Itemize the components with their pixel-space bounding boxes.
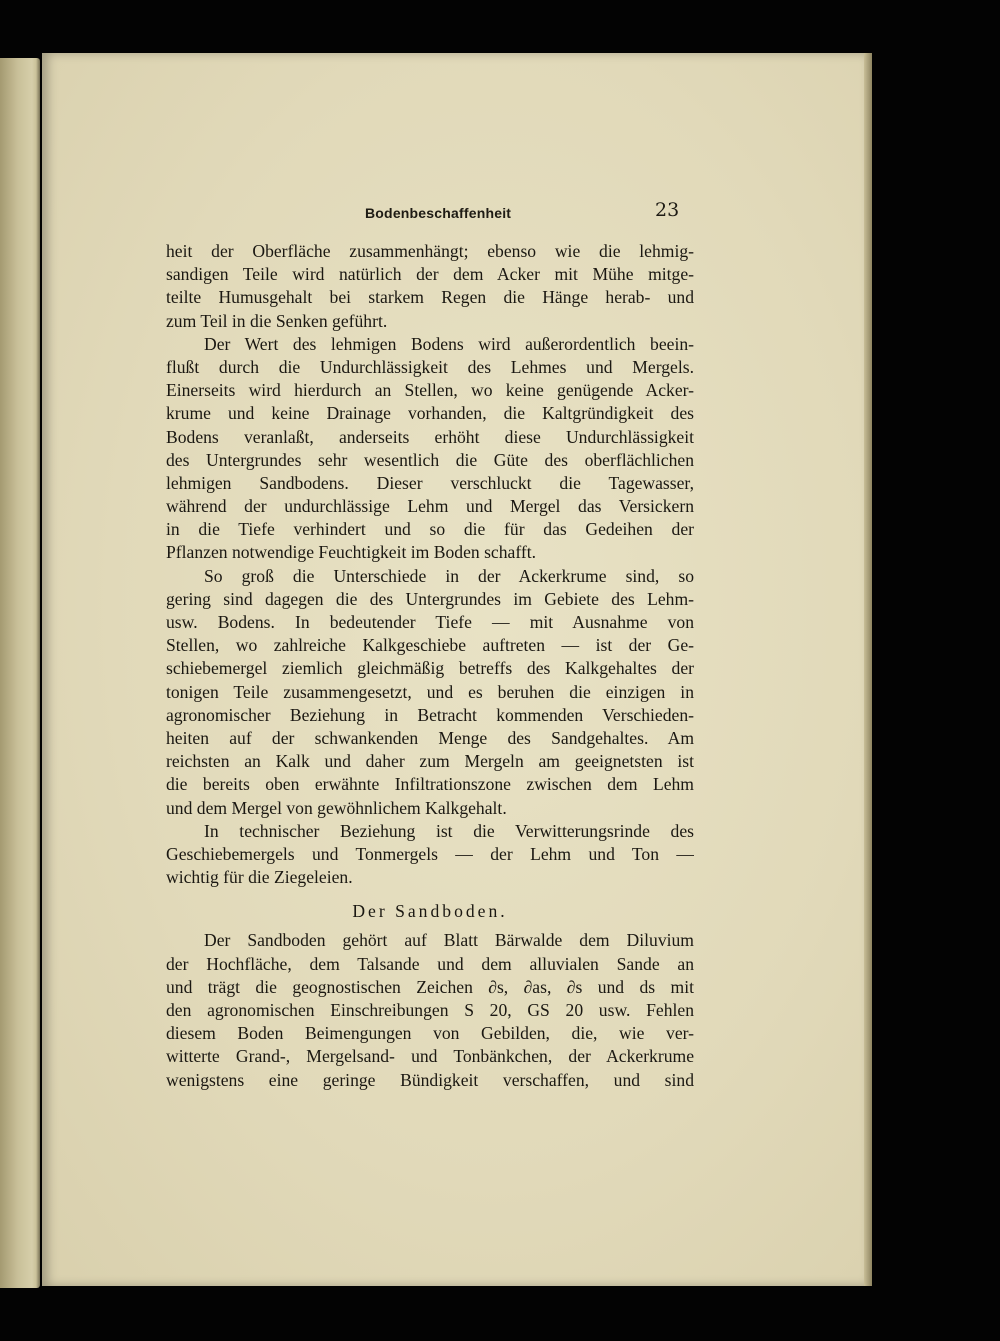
text-line: lehmigen Sandbodens. Dieser verschluckt die Tagewasser, [166,472,694,493]
text-line: und trägt die geognostischen Zeichen ∂s, ∂as, ∂s und ds mit [166,976,694,997]
running-title: Bodenbeschaffenheit [365,205,512,221]
page-edge [864,53,872,1286]
text-line: wenigstens eine geringe Bündigkeit verschaffen, und sind [166,1069,694,1090]
text-line: krume und keine Drainage vorhanden, die Kaltgründigkeit des [166,403,694,424]
section-heading: Der Sandboden. [352,901,508,922]
text-line: gering sind dagegen die des Untergrundes im Gebiete des Lehm- [166,588,694,609]
text-line: heit der Oberfläche zusammenhängt; ebenso wie die lehmig- [166,241,694,261]
text-line: schiebemergel ziemlich gleichmäßig betreffs des Kalkgehaltes der [166,658,694,679]
text-line: In technischer Beziehung ist die Verwitterungsrinde des [204,820,694,841]
text-line: zum Teil in die Senken geführt. [166,310,388,331]
text-line: Pflanzen notwendige Feuchtigkeit im Boden schafft. [166,542,537,563]
facing-page-edge [0,58,40,1288]
text-line: usw. Bodens. In bedeutender Tiefe — mit Ausnahme von [166,612,694,632]
text-line: agronomischer Beziehung in Betracht kommenden Verschieden- [166,704,694,725]
text-line: und dem Mergel von gewöhnlichem Kalkgehalt. [166,797,507,818]
text-line: Geschiebemergels und Tonmergels — der Lehm und Ton — [166,843,694,864]
text-line: Bodens veranlaßt, anderseits erhöht diese Undurchlässigkeit [166,426,694,447]
text-line: Stellen, wo zahlreiche Kalkgeschiebe auftreten — ist der Ge- [166,635,694,656]
text-line: die bereits oben erwähnte Infiltrationszone zwischen dem Lehm [166,774,694,795]
text-line: flußt durch die Undurchlässigkeit des Lehmes und Mergels. [166,356,694,377]
text-line: wichtig für die Ziegeleien. [166,867,353,888]
text-line: Einerseits wird hierdurch an Stellen, wo keine genügende Acker- [166,380,694,401]
text-line: der Hochfläche, dem Talsande und dem alluvialen Sande an [166,953,694,974]
text-line: tonigen Teile zusammengesetzt, und es beruhen die einzigen in [166,681,694,702]
text-line: während der undurchlässige Lehm und Mergel das Versickern [166,496,694,517]
text-line: diesem Boden Beimengungen von Gebilden, die, wie ver- [166,1023,694,1044]
text-line: Der Sandboden gehört auf Blatt Bärwalde dem Diluvium [204,930,694,951]
text-line: reichsten an Kalk und daher zum Mergeln am geeignetsten ist [166,751,694,772]
text-line: teilte Humusgehalt bei starkem Regen die Hänge herab- und [166,287,694,308]
text-line: in die Tiefe verhindert und so die für das Gedeihen der [166,519,694,540]
body-text [166,240,694,1092]
text-line: Der Wert des lehmigen Bodens wird außerordentlich beein- [204,333,694,354]
text-line: den agronomischen Einschreibungen S 20, GS 20 usw. Fehlen [166,1000,694,1020]
text-line: witterte Grand-, Mergelsand- und Tonbänkchen, der Ackerkrume [166,1046,694,1067]
text-line: sandigen Teile wird natürlich der dem Acker mit Mühe mitge- [166,264,694,285]
text-line: des Untergrundes sehr wesentlich die Güte des oberflächlichen [166,449,694,470]
page-number: 23 [655,199,680,221]
text-line: So groß die Unterschiede in der Ackerkrume sind, so [204,565,694,586]
text-line: heiten auf der schwankenden Menge des Sandgehaltes. Am [166,727,694,748]
